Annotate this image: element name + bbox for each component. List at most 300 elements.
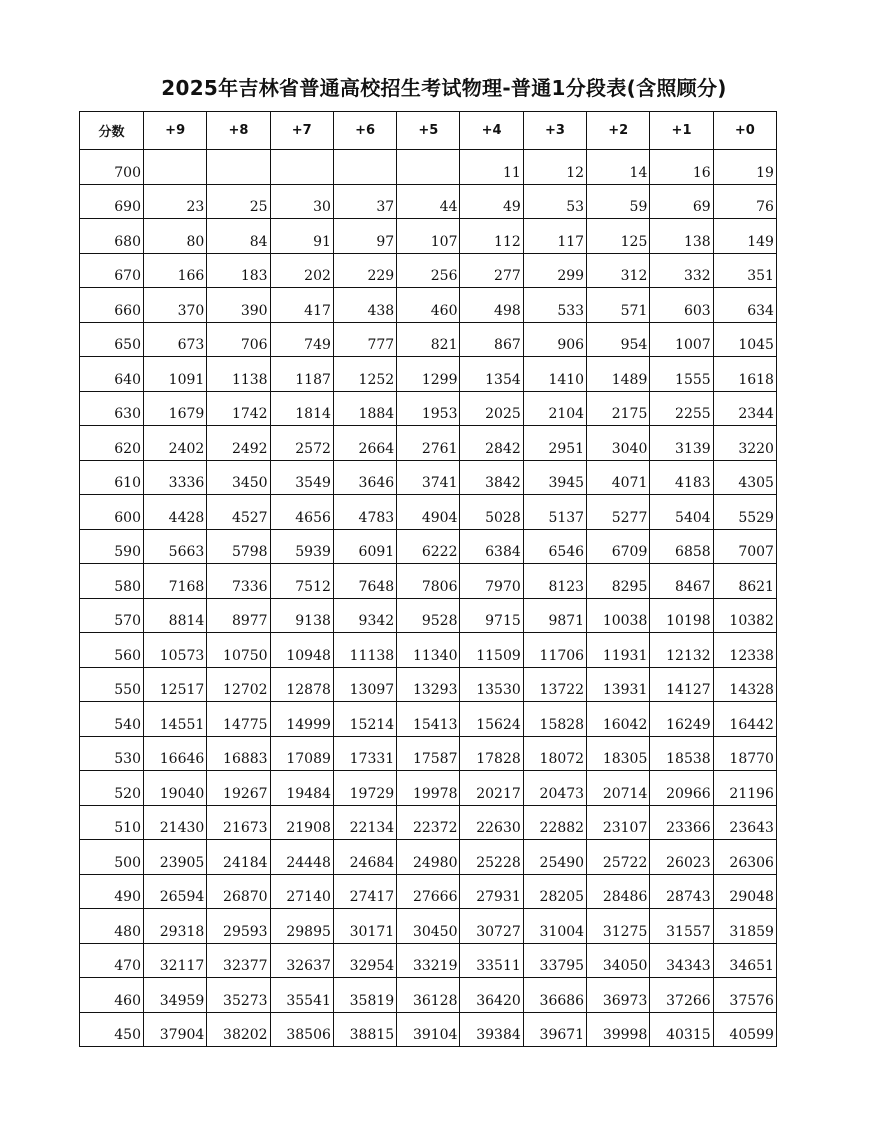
count-cell: 13931 [587, 667, 650, 702]
count-cell: 2492 [207, 426, 270, 461]
count-cell: 7512 [270, 564, 333, 599]
count-cell: 44 [397, 184, 460, 219]
table-row [80, 322, 777, 357]
column-header-score: 分数 [80, 112, 144, 150]
count-cell: 10750 [207, 633, 270, 668]
count-cell: 21430 [144, 805, 207, 840]
count-cell: 1045 [713, 322, 776, 357]
count-cell: 38506 [270, 1012, 333, 1047]
count-cell: 16249 [650, 702, 713, 737]
count-cell: 1138 [207, 357, 270, 392]
count-cell: 16442 [713, 702, 776, 737]
count-cell: 7806 [397, 564, 460, 599]
count-cell: 14 [587, 150, 650, 185]
count-cell: 37904 [144, 1012, 207, 1047]
count-cell: 34651 [713, 943, 776, 978]
count-cell: 84 [207, 219, 270, 254]
count-cell: 18770 [713, 736, 776, 771]
count-cell: 3549 [270, 460, 333, 495]
count-cell: 26594 [144, 874, 207, 909]
count-cell: 821 [397, 322, 460, 357]
column-header-plus-3: +3 [523, 112, 586, 150]
count-cell: 30450 [397, 909, 460, 944]
count-cell: 25 [207, 184, 270, 219]
count-cell: 23 [144, 184, 207, 219]
count-cell: 1814 [270, 391, 333, 426]
count-cell: 3220 [713, 426, 776, 461]
count-cell: 39384 [460, 1012, 523, 1047]
count-cell: 3336 [144, 460, 207, 495]
column-header-plus-9: +9 [144, 112, 207, 150]
count-cell: 3450 [207, 460, 270, 495]
count-cell: 1555 [650, 357, 713, 392]
count-cell: 15214 [333, 702, 396, 737]
count-cell: 13097 [333, 667, 396, 702]
table-row [80, 805, 777, 840]
count-cell: 1679 [144, 391, 207, 426]
table-row [80, 253, 777, 288]
count-cell: 7007 [713, 529, 776, 564]
count-cell: 1742 [207, 391, 270, 426]
count-cell: 17587 [397, 736, 460, 771]
count-cell: 29895 [270, 909, 333, 944]
table-row [80, 150, 777, 185]
count-cell: 17828 [460, 736, 523, 771]
count-cell: 14551 [144, 702, 207, 737]
count-cell: 11340 [397, 633, 460, 668]
table-row [80, 909, 777, 944]
count-cell: 40599 [713, 1012, 776, 1047]
count-cell: 2255 [650, 391, 713, 426]
count-cell: 13722 [523, 667, 586, 702]
score-cell: 690 [80, 184, 144, 219]
score-cell: 550 [80, 667, 144, 702]
score-cell: 560 [80, 633, 144, 668]
count-cell: 39998 [587, 1012, 650, 1047]
count-cell: 76 [713, 184, 776, 219]
count-cell: 20217 [460, 771, 523, 806]
count-cell: 4305 [713, 460, 776, 495]
count-cell: 11509 [460, 633, 523, 668]
count-cell: 166 [144, 253, 207, 288]
count-cell: 23643 [713, 805, 776, 840]
count-cell: 15828 [523, 702, 586, 737]
count-cell: 32377 [207, 943, 270, 978]
count-cell: 24184 [207, 840, 270, 875]
table-row [80, 460, 777, 495]
count-cell: 13293 [397, 667, 460, 702]
count-cell: 12517 [144, 667, 207, 702]
count-cell: 7168 [144, 564, 207, 599]
count-cell: 706 [207, 322, 270, 357]
count-cell: 34959 [144, 978, 207, 1013]
count-cell: 4656 [270, 495, 333, 530]
count-cell: 30727 [460, 909, 523, 944]
count-cell: 23107 [587, 805, 650, 840]
count-cell: 11138 [333, 633, 396, 668]
table-row [80, 598, 777, 633]
count-cell: 107 [397, 219, 460, 254]
count-cell: 32117 [144, 943, 207, 978]
count-cell: 10948 [270, 633, 333, 668]
score-cell: 680 [80, 219, 144, 254]
count-cell: 25490 [523, 840, 586, 875]
count-cell: 14775 [207, 702, 270, 737]
count-cell: 749 [270, 322, 333, 357]
count-cell: 27417 [333, 874, 396, 909]
table-row [80, 426, 777, 461]
count-cell: 31557 [650, 909, 713, 944]
count-cell: 11706 [523, 633, 586, 668]
count-cell: 15624 [460, 702, 523, 737]
count-cell: 5663 [144, 529, 207, 564]
count-cell: 1091 [144, 357, 207, 392]
count-cell: 38202 [207, 1012, 270, 1047]
count-cell: 35541 [270, 978, 333, 1013]
table-row [80, 874, 777, 909]
count-cell: 30 [270, 184, 333, 219]
count-cell: 16 [650, 150, 713, 185]
count-cell: 39104 [397, 1012, 460, 1047]
count-cell: 867 [460, 322, 523, 357]
count-cell: 299 [523, 253, 586, 288]
count-cell: 202 [270, 253, 333, 288]
count-cell: 26306 [713, 840, 776, 875]
count-cell: 8123 [523, 564, 586, 599]
count-cell: 10198 [650, 598, 713, 633]
count-cell: 4904 [397, 495, 460, 530]
score-cell: 640 [80, 357, 144, 392]
table-row [80, 771, 777, 806]
table-row [80, 978, 777, 1013]
count-cell: 533 [523, 288, 586, 323]
count-cell: 80 [144, 219, 207, 254]
count-cell: 4071 [587, 460, 650, 495]
count-cell: 23366 [650, 805, 713, 840]
count-cell: 3139 [650, 426, 713, 461]
count-cell: 24684 [333, 840, 396, 875]
table-row [80, 736, 777, 771]
score-cell: 630 [80, 391, 144, 426]
count-cell: 5939 [270, 529, 333, 564]
count-cell: 2104 [523, 391, 586, 426]
count-cell: 28205 [523, 874, 586, 909]
count-cell: 30171 [333, 909, 396, 944]
count-cell: 2842 [460, 426, 523, 461]
count-cell: 9138 [270, 598, 333, 633]
count-cell: 17331 [333, 736, 396, 771]
count-cell: 14999 [270, 702, 333, 737]
count-cell: 37 [333, 184, 396, 219]
count-cell [270, 150, 333, 185]
count-cell: 1252 [333, 357, 396, 392]
count-cell: 13530 [460, 667, 523, 702]
count-cell: 1884 [333, 391, 396, 426]
count-cell: 2951 [523, 426, 586, 461]
count-cell: 673 [144, 322, 207, 357]
count-cell: 5277 [587, 495, 650, 530]
count-cell: 138 [650, 219, 713, 254]
count-cell: 351 [713, 253, 776, 288]
count-cell: 777 [333, 322, 396, 357]
table-row [80, 219, 777, 254]
score-cell: 460 [80, 978, 144, 1013]
count-cell: 12878 [270, 667, 333, 702]
count-cell: 24448 [270, 840, 333, 875]
count-cell: 3040 [587, 426, 650, 461]
count-cell [397, 150, 460, 185]
count-cell: 9342 [333, 598, 396, 633]
count-cell: 29593 [207, 909, 270, 944]
score-cell: 470 [80, 943, 144, 978]
count-cell: 117 [523, 219, 586, 254]
count-cell [144, 150, 207, 185]
count-cell: 27931 [460, 874, 523, 909]
count-cell: 28743 [650, 874, 713, 909]
count-cell: 16646 [144, 736, 207, 771]
table-row [80, 391, 777, 426]
count-cell: 17089 [270, 736, 333, 771]
count-cell: 21673 [207, 805, 270, 840]
count-cell: 954 [587, 322, 650, 357]
count-cell: 35273 [207, 978, 270, 1013]
count-cell: 12702 [207, 667, 270, 702]
count-cell: 906 [523, 322, 586, 357]
count-cell: 2175 [587, 391, 650, 426]
count-cell: 49 [460, 184, 523, 219]
count-cell: 27666 [397, 874, 460, 909]
page-title: 2025年吉林省普通高校招生考试物理-普通1分段表(含照顾分) [161, 76, 727, 100]
count-cell: 4527 [207, 495, 270, 530]
count-cell: 277 [460, 253, 523, 288]
count-cell: 3741 [397, 460, 460, 495]
count-cell: 256 [397, 253, 460, 288]
count-cell: 26870 [207, 874, 270, 909]
count-cell: 7336 [207, 564, 270, 599]
score-cell: 610 [80, 460, 144, 495]
table-row [80, 943, 777, 978]
count-cell: 11 [460, 150, 523, 185]
count-cell: 28486 [587, 874, 650, 909]
count-cell: 10038 [587, 598, 650, 633]
count-cell: 26023 [650, 840, 713, 875]
count-cell: 1007 [650, 322, 713, 357]
table-row [80, 667, 777, 702]
count-cell: 40315 [650, 1012, 713, 1047]
column-header-plus-6: +6 [333, 112, 396, 150]
count-cell: 33219 [397, 943, 460, 978]
count-cell: 1953 [397, 391, 460, 426]
count-cell: 12132 [650, 633, 713, 668]
score-cell: 500 [80, 840, 144, 875]
score-cell: 620 [80, 426, 144, 461]
count-cell: 12 [523, 150, 586, 185]
count-cell: 8977 [207, 598, 270, 633]
table-row [80, 702, 777, 737]
count-cell: 1299 [397, 357, 460, 392]
count-cell: 14328 [713, 667, 776, 702]
count-cell: 27140 [270, 874, 333, 909]
table-row [80, 840, 777, 875]
score-cell: 520 [80, 771, 144, 806]
column-header-plus-0: +0 [713, 112, 776, 150]
count-cell: 3945 [523, 460, 586, 495]
count-cell: 31004 [523, 909, 586, 944]
table-row [80, 288, 777, 323]
count-cell: 20714 [587, 771, 650, 806]
count-cell: 19978 [397, 771, 460, 806]
count-cell: 634 [713, 288, 776, 323]
count-cell: 97 [333, 219, 396, 254]
count-cell: 18072 [523, 736, 586, 771]
count-cell: 33511 [460, 943, 523, 978]
count-cell: 5529 [713, 495, 776, 530]
count-cell: 6222 [397, 529, 460, 564]
count-cell: 9528 [397, 598, 460, 633]
table-row [80, 357, 777, 392]
count-cell: 19729 [333, 771, 396, 806]
count-cell: 53 [523, 184, 586, 219]
count-cell: 16883 [207, 736, 270, 771]
count-cell: 39671 [523, 1012, 586, 1047]
count-cell: 3646 [333, 460, 396, 495]
table-row [80, 184, 777, 219]
count-cell: 571 [587, 288, 650, 323]
count-cell: 24980 [397, 840, 460, 875]
count-cell: 18538 [650, 736, 713, 771]
count-cell: 7970 [460, 564, 523, 599]
count-cell: 4783 [333, 495, 396, 530]
count-cell: 8814 [144, 598, 207, 633]
count-cell: 10382 [713, 598, 776, 633]
count-cell: 29048 [713, 874, 776, 909]
count-cell: 36128 [397, 978, 460, 1013]
count-cell: 31275 [587, 909, 650, 944]
count-cell: 8295 [587, 564, 650, 599]
count-cell: 25228 [460, 840, 523, 875]
table-row [80, 564, 777, 599]
count-cell: 1354 [460, 357, 523, 392]
count-cell: 4428 [144, 495, 207, 530]
count-cell: 5137 [523, 495, 586, 530]
count-cell: 12338 [713, 633, 776, 668]
count-cell: 2025 [460, 391, 523, 426]
count-cell: 19484 [270, 771, 333, 806]
count-cell: 2572 [270, 426, 333, 461]
count-cell: 31859 [713, 909, 776, 944]
score-distribution-table [79, 111, 777, 1047]
score-cell: 530 [80, 736, 144, 771]
table-row [80, 495, 777, 530]
count-cell: 34343 [650, 943, 713, 978]
table-row [80, 1012, 777, 1047]
count-cell: 9715 [460, 598, 523, 633]
count-cell: 5404 [650, 495, 713, 530]
count-cell: 21196 [713, 771, 776, 806]
count-cell [333, 150, 396, 185]
count-cell: 112 [460, 219, 523, 254]
count-cell: 38815 [333, 1012, 396, 1047]
column-header-plus-2: +2 [587, 112, 650, 150]
count-cell: 390 [207, 288, 270, 323]
score-cell: 510 [80, 805, 144, 840]
count-cell [207, 150, 270, 185]
count-cell: 1618 [713, 357, 776, 392]
count-cell: 370 [144, 288, 207, 323]
count-cell: 7648 [333, 564, 396, 599]
count-cell: 2664 [333, 426, 396, 461]
count-cell: 37576 [713, 978, 776, 1013]
count-cell: 125 [587, 219, 650, 254]
count-cell: 16042 [587, 702, 650, 737]
count-cell: 36686 [523, 978, 586, 1013]
column-header-plus-7: +7 [270, 112, 333, 150]
count-cell: 1410 [523, 357, 586, 392]
count-cell: 14127 [650, 667, 713, 702]
count-cell: 6384 [460, 529, 523, 564]
score-cell: 540 [80, 702, 144, 737]
count-cell: 603 [650, 288, 713, 323]
count-cell: 29318 [144, 909, 207, 944]
count-cell: 59 [587, 184, 650, 219]
score-cell: 650 [80, 322, 144, 357]
count-cell: 8467 [650, 564, 713, 599]
count-cell: 35819 [333, 978, 396, 1013]
count-cell: 11931 [587, 633, 650, 668]
count-cell: 19040 [144, 771, 207, 806]
count-cell: 2761 [397, 426, 460, 461]
score-cell: 480 [80, 909, 144, 944]
count-cell: 22372 [397, 805, 460, 840]
count-cell: 20473 [523, 771, 586, 806]
count-cell: 22630 [460, 805, 523, 840]
score-cell: 700 [80, 150, 144, 185]
count-cell: 438 [333, 288, 396, 323]
count-cell: 6858 [650, 529, 713, 564]
count-cell: 183 [207, 253, 270, 288]
count-cell: 32637 [270, 943, 333, 978]
count-cell: 91 [270, 219, 333, 254]
count-cell: 460 [397, 288, 460, 323]
score-cell: 490 [80, 874, 144, 909]
count-cell: 9871 [523, 598, 586, 633]
count-cell: 32954 [333, 943, 396, 978]
count-cell: 20966 [650, 771, 713, 806]
score-cell: 670 [80, 253, 144, 288]
count-cell: 417 [270, 288, 333, 323]
count-cell: 1187 [270, 357, 333, 392]
count-cell: 5798 [207, 529, 270, 564]
header-row [80, 112, 777, 150]
column-header-plus-4: +4 [460, 112, 523, 150]
score-cell: 580 [80, 564, 144, 599]
count-cell: 6709 [587, 529, 650, 564]
count-cell: 2344 [713, 391, 776, 426]
count-cell: 25722 [587, 840, 650, 875]
count-cell: 6091 [333, 529, 396, 564]
count-cell: 2402 [144, 426, 207, 461]
count-cell: 1489 [587, 357, 650, 392]
table-row [80, 529, 777, 564]
count-cell: 498 [460, 288, 523, 323]
score-cell: 600 [80, 495, 144, 530]
count-cell: 4183 [650, 460, 713, 495]
count-cell: 36420 [460, 978, 523, 1013]
score-cell: 570 [80, 598, 144, 633]
score-cell: 660 [80, 288, 144, 323]
count-cell: 149 [713, 219, 776, 254]
count-cell: 37266 [650, 978, 713, 1013]
